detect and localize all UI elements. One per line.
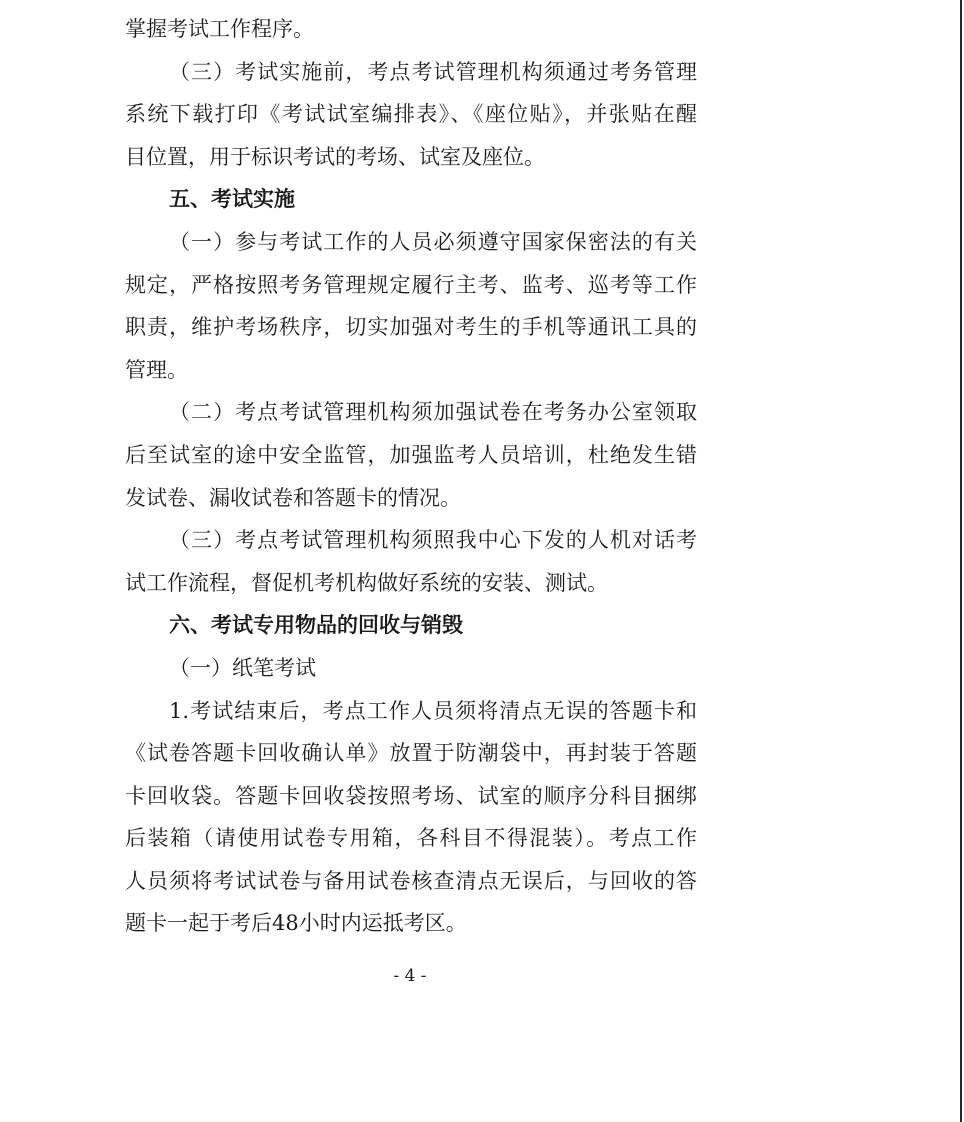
paragraph-line: 卡回收袋。答题卡回收袋按照考场、试室的顺序分科目捆绑	[125, 783, 697, 808]
paragraph-line: 系统下载打印《考试试室编排表》、《座位贴》，并张贴在醒	[125, 102, 697, 127]
paragraph-line: （二）考点考试管理机构须加强试卷在考务办公室领取	[169, 400, 697, 425]
section-heading-5: 五、考试实施	[169, 187, 295, 212]
paragraph-line: 职责，维护考场秩序，切实加强对考生的手机等通讯工具的	[125, 315, 697, 340]
paragraph-line: 题卡一起于考后48小时内运抵考区。	[125, 911, 467, 936]
paragraph-line: 管理。	[125, 357, 188, 382]
page-number: - 4 -	[393, 966, 427, 986]
paragraph-line: （一）参与考试工作的人员必须遵守国家保密法的有关	[169, 229, 697, 254]
paragraph-line: 后装箱（请使用试卷专用箱，各科目不得混装）。考点工作	[125, 826, 697, 851]
paragraph-line: （三）考点考试管理机构须照我中心下发的人机对话考	[169, 528, 697, 553]
paragraph-line: 后至试室的途中安全监管，加强监考人员培训，杜绝发生错	[125, 442, 697, 467]
subsection-heading: （一）纸笔考试	[169, 655, 316, 680]
paragraph-line: 规定，严格按照考务管理规定履行主考、监考、巡考等工作	[125, 272, 697, 297]
paragraph-line: 试工作流程，督促机考机构做好系统的安装、测试。	[125, 570, 608, 595]
section-heading-6: 六、考试专用物品的回收与销毁	[169, 613, 463, 638]
page-edge-rule	[960, 0, 962, 1122]
paragraph-line: 人员须将考试试卷与备用试卷核查清点无误后，与回收的答	[125, 868, 697, 893]
paragraph-line: 发试卷、漏收试卷和答题卡的情况。	[125, 485, 461, 510]
paragraph-line: 掌握考试工作程序。	[125, 17, 314, 41]
paragraph-line: 目位置，用于标识考试的考场、试室及座位。	[125, 144, 545, 169]
document-body	[125, 8, 697, 945]
paragraph-line: （三）考试实施前，考点考试管理机构须通过考务管理	[169, 59, 697, 84]
paragraph-line: 1.考试结束后，考点工作人员须将清点无误的答题卡和	[169, 698, 697, 723]
paragraph-line: 《试卷答题卡回收确认单》放置于防潮袋中，再封装于答题	[125, 741, 697, 766]
